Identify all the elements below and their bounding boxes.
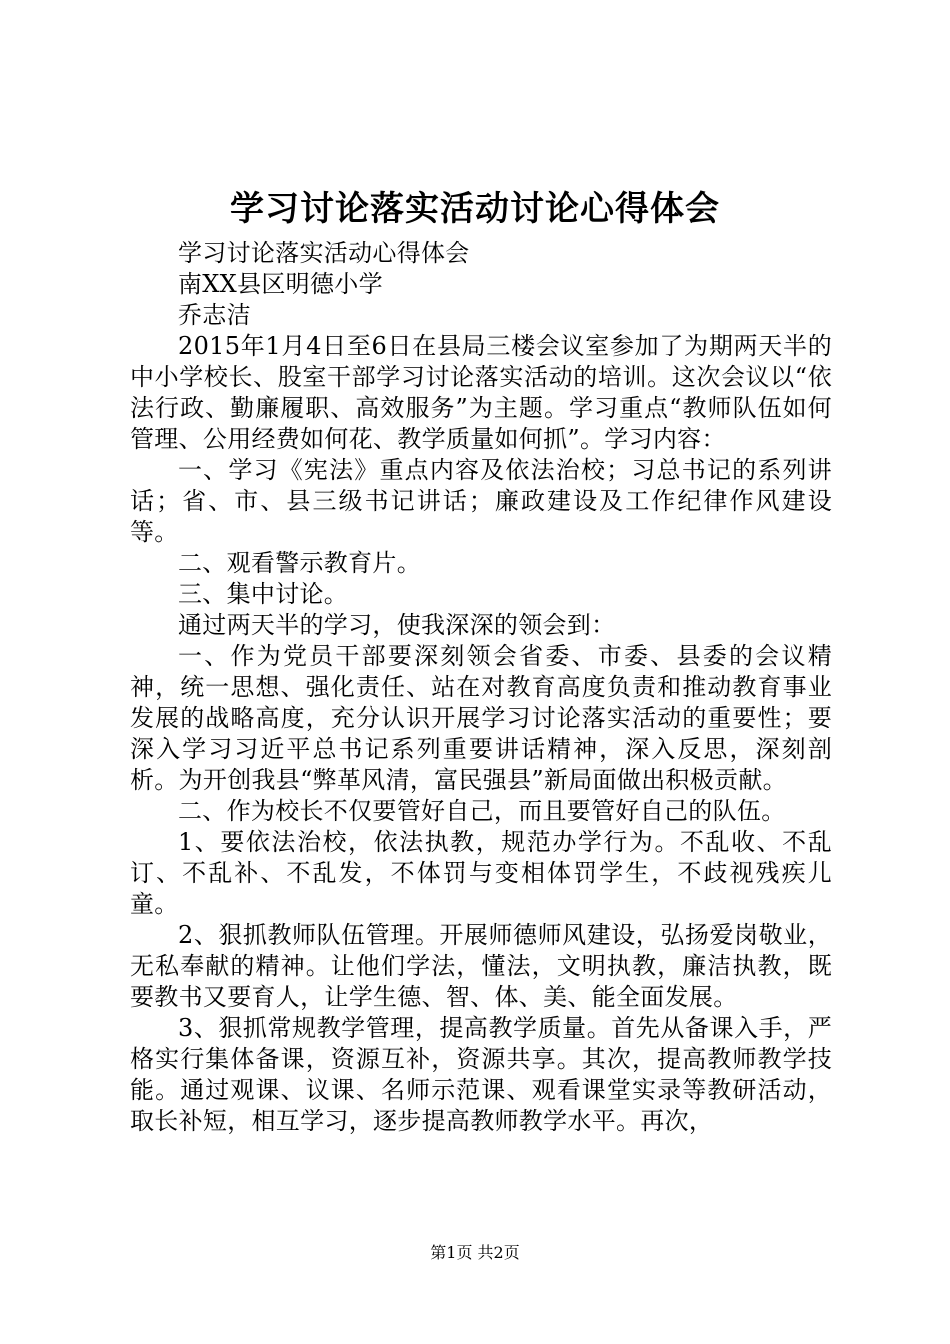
body-paragraph: 2015年1月4日至6日在县局三楼会议室参加了为期两天半的中小学校长、股室干部学习讨论落实活动的培训。这次会议以“依法行政、勤廉履职、高效服务”为主题。学习重点“教师队伍如何管理、公用经费如何花、教学质量如何抓”。学习内容： [130,332,832,453]
body-paragraph: 三、集中讨论。 [178,580,349,608]
author-paragraph: 乔志洁 [178,301,251,329]
body-paragraph: 通过两天半的学习，使我深深的领会到： [178,611,616,639]
body-paragraph: 一、作为党员干部要深刻领会省委、市委、县委的会议精神，统一思想、强化责任、站在对教育高度负责和推动教育事业发展的战略高度，充分认识开展学习讨论落实活动的重要性；要深入学习习近平总书记系列重要讲话精神，深入反思，深刻剖析。为开创我县“弊革风清，富民强县”新局面做出积极贡献。 [130,642,832,794]
body-paragraph: 一、学习《宪法》重点内容及依法治校；习总书记的系列讲话；省、市、县三级书记讲话；廉政建设及工作纪律作风建设等。 [130,456,832,546]
page-number-footer: 第1页 共2页 [430,1243,520,1262]
body-paragraph: 二、观看警示教育片。 [178,549,421,577]
body-paragraph: 2、狠抓教师队伍管理。开展师德师风建设，弘扬爱岗敬业，无私奉献的精神。让他们学法，懂法，文明执教，廉洁执教，既要教书又要育人，让学生德、智、体、美、能全面发展。 [130,921,832,1011]
body-paragraph: 1、要依法治校，依法执教，规范办学行为。不乱收、不乱订、不乱补、不乱发，不体罚与变相体罚学生，不歧视残疾儿童。 [130,828,832,918]
school-name-paragraph: 南XX县区明德小学 [178,270,383,298]
document-body [130,238,832,1137]
subtitle-paragraph: 学习讨论落实活动心得体会 [178,239,470,267]
body-paragraph: 二、作为校长不仅要管好自己，而且要管好自己的队伍。 [178,797,786,825]
document-title: 学习讨论落实活动讨论心得体会 [230,189,720,229]
body-paragraph: 3、狠抓常规教学管理，提高教学质量。首先从备课入手，严格实行集体备课，资源互补，资源共享。其次，提高教师教学技能。通过观课、议课、名师示范课、观看课堂实录等教研活动，取长补短，相互学习，逐步提高教师教学水平。再次， [130,1014,832,1135]
